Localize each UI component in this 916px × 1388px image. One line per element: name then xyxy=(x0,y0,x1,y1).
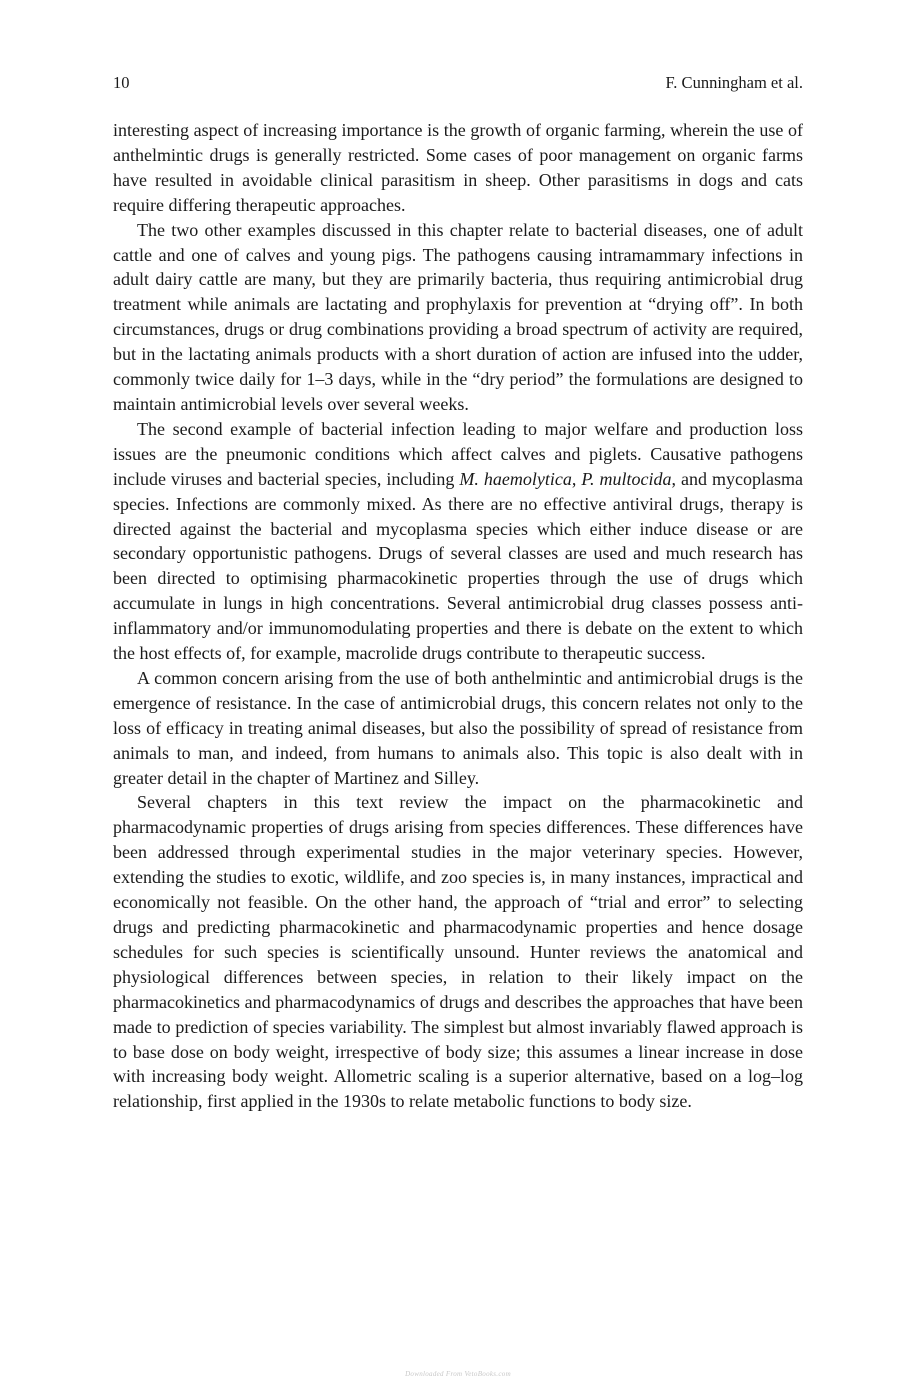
paragraph-3-text-b: , xyxy=(571,468,582,489)
species-name-haemolytica: M. haemolytica xyxy=(459,468,572,489)
paragraph-4: A common concern arising from the use of both anthelmintic and antimicrobial drugs is the emergence of resistance. In the case of antimicrobial drugs, this concern relates not only to the loss of efficacy in treating animal diseases, but also the possibility of spread of resistance from animals to man, and indeed, from humans to animals also. This topic is also dealt with in greater detail in the chapter of Martinez and Silley. xyxy=(113,667,803,788)
body-text xyxy=(113,118,803,1114)
page-header xyxy=(113,72,803,94)
paragraph-3 xyxy=(113,417,803,666)
paragraph-3-text-a: The second example of bacterial infection leading to major welfare and production loss issues are the pneumonic conditions which affect calves and piglets. Causative pathogens include viruses and bacterial species, including xyxy=(113,418,803,489)
paragraph-3-text-c: , and mycoplasma species. Infections are commonly mixed. As there are no effective antiviral drugs, therapy is directed against the bacterial and mycoplasma species which either induce disease or are secondary opportunistic pathogens. Drugs of several classes are used and much research has been directed to optimising pharmacokinetic properties through the use of drugs which accumulate in lungs in high concentrations. Several antimicrobial drug classes possess anti-inflammatory and/or immunomodulating properties and there is debate on the extent to which the host effects of, for example, macrolide drugs contribute to therapeutic success. xyxy=(113,468,803,664)
running-head: F. Cunningham et al. xyxy=(665,73,803,92)
paragraph-1: interesting aspect of increasing importance is the growth of organic farming, wherein the use of anthelmintic drugs is generally restricted. Some cases of poor management on organic farms have resulted in avoidable clinical parasitism in sheep. Other parasitisms in dogs and cats require differing therapeutic approaches. xyxy=(113,120,803,215)
paragraph-5: Several chapters in this text review the impact on the pharmacokinetic and pharmacodynamic properties of drugs arising from species differences. These differences have been addressed through experimental studies in the major veterinary species. However, extending the studies to exotic, wildlife, and zoo species is, in many instances, impractical and economically not feasible. On the other hand, the approach of “trial and error” to selecting drugs and predicting pharmacokinetic and pharmacodynamic properties and hence dosage schedules for such species is scientifically unsound. Hunter reviews the anatomical and physiological differences between species, in relation to their likely impact on the pharmacokinetics and pharmacodynamics of drugs and describes the approaches that have been made to prediction of species variability. The simplest but almost invariably flawed approach is to base dose on body weight, irrespective of body size; this assumes a linear increase in dose with increasing body weight. Allometric scaling is a superior alternative, based on a log–log relationship, first applied in the 1930s to relate metabolic functions to body size. xyxy=(113,792,803,1112)
page-number: 10 xyxy=(113,73,130,92)
species-name-multocida: P. multocida xyxy=(581,468,672,489)
paragraph-2: The two other examples discussed in this chapter relate to bacterial diseases, one of adult cattle and one of calves and young pigs. The pathogens causing intramammary infections in adult dairy cattle are many, but they are primarily bacteria, thus requiring antimicrobial drug treatment while animals are lactating and prophylaxis for prevention at “drying off”. In both circumstances, drugs or drug combinations providing a broad spectrum of activity are required, but in the lactating animals products with a short duration of action are infused into the udder, commonly twice daily for 1–3 days, while in the “dry period” the formulations are designed to maintain antimicrobial levels over several weeks. xyxy=(113,219,803,414)
download-watermark: Downloaded From VetoBooks.com xyxy=(405,1370,511,1378)
